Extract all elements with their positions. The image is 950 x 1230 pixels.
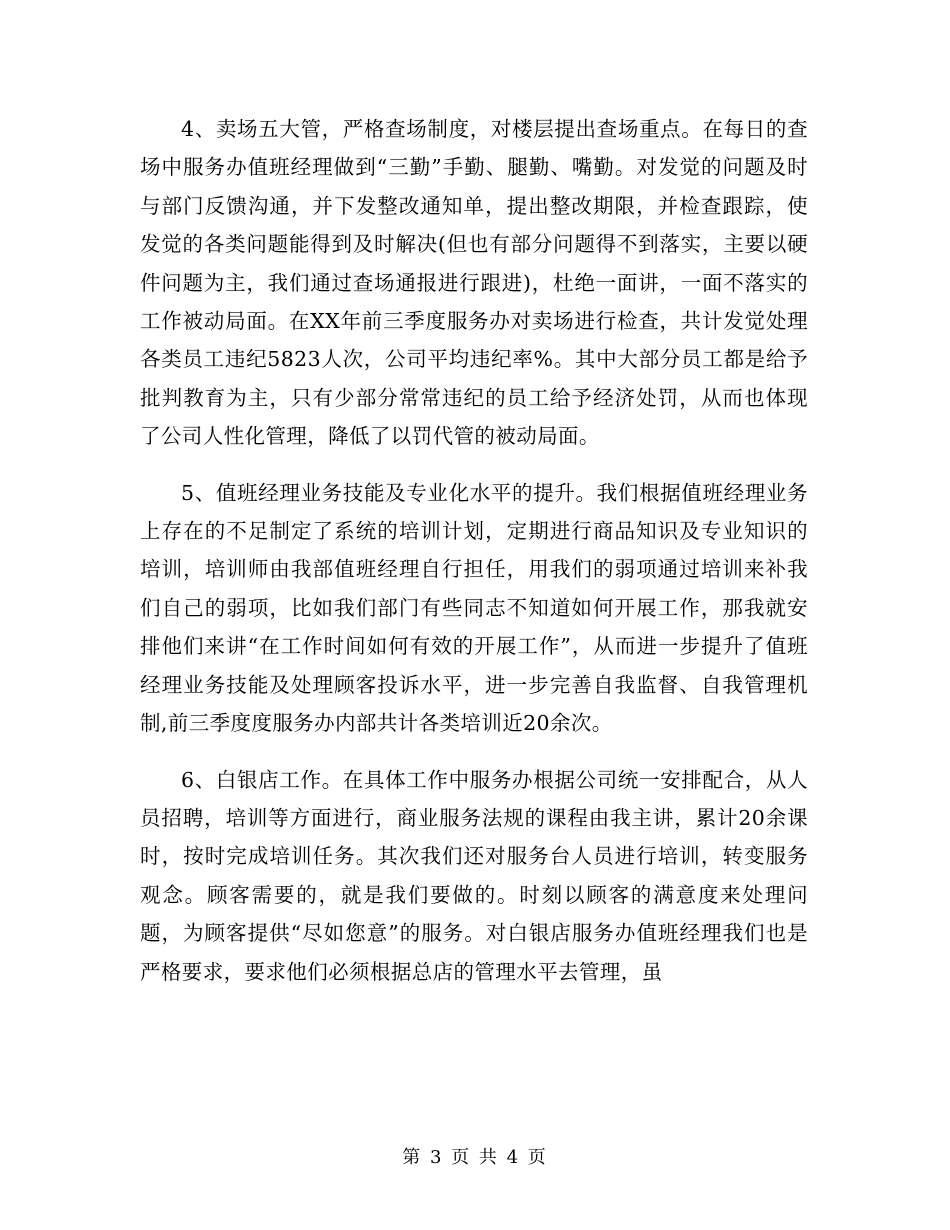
paragraph-item-4: 4、卖场五大管，严格查场制度，对楼层提出查场重点。在每日的查场中服务办值班经理做到“三勤”手勤、腿勤、嘴勤。对发觉的问题及时与部门反馈沟通，并下发整改通知单，提出整改期限，并检查跟踪，使发觉的各类问题能得到及时解决(但也有部分问题得不到落实，主要以硬件问题为主，我们通过查场通报进行跟进)，杜绝一面讲，一面不落实的工作被动局面。在XX年前三季度服务办对卖场进行检查，共计发觉处理各类员工违纪5823人次，公司平均违纪率%。其中大部分员工都是给予批判教育为主，只有少部分常常违纪的员工给予经济处罚，从而也体现了公司人性化管理，降低了以罚代管的被动局面。: [140, 117, 808, 449]
document-body: [140, 110, 808, 991]
page-number-footer: 第 3 页 共 4 页: [402, 1147, 548, 1168]
paragraph-item-6: 6、白银店工作。在具体工作中服务办根据公司统一安排配合，从人员招聘，培训等方面进行，商业服务法规的课程由我主讲，累计20余课时，按时完成培训任务。其次我们还对服务台人员进行培训，转变服务观念。顾客需要的，就是我们要做的。时刻以顾客的满意度来处理问题，为顾客提供“尽如您意”的服务。对白银店服务办值班经理我们也是严格要求，要求他们必须根据总店的管理水平去管理，虽: [140, 767, 808, 984]
paragraph-item-5: 5、值班经理业务技能及专业化水平的提升。我们根据值班经理业务上存在的不足制定了系统的培训计划，定期进行商品知识及专业知识的培训，培训师由我部值班经理自行担任，用我们的弱项通过培训来补我们自己的弱项，比如我们部门有些同志不知道如何开展工作，那我就安排他们来讲“在工作时间如何有效的开展工作”，从而进一步提升了值班经理业务技能及处理顾客投诉水平，进一步完善自我监督、自我管理机制,前三季度度服务办内部共计各类培训近20余次。: [140, 480, 808, 736]
